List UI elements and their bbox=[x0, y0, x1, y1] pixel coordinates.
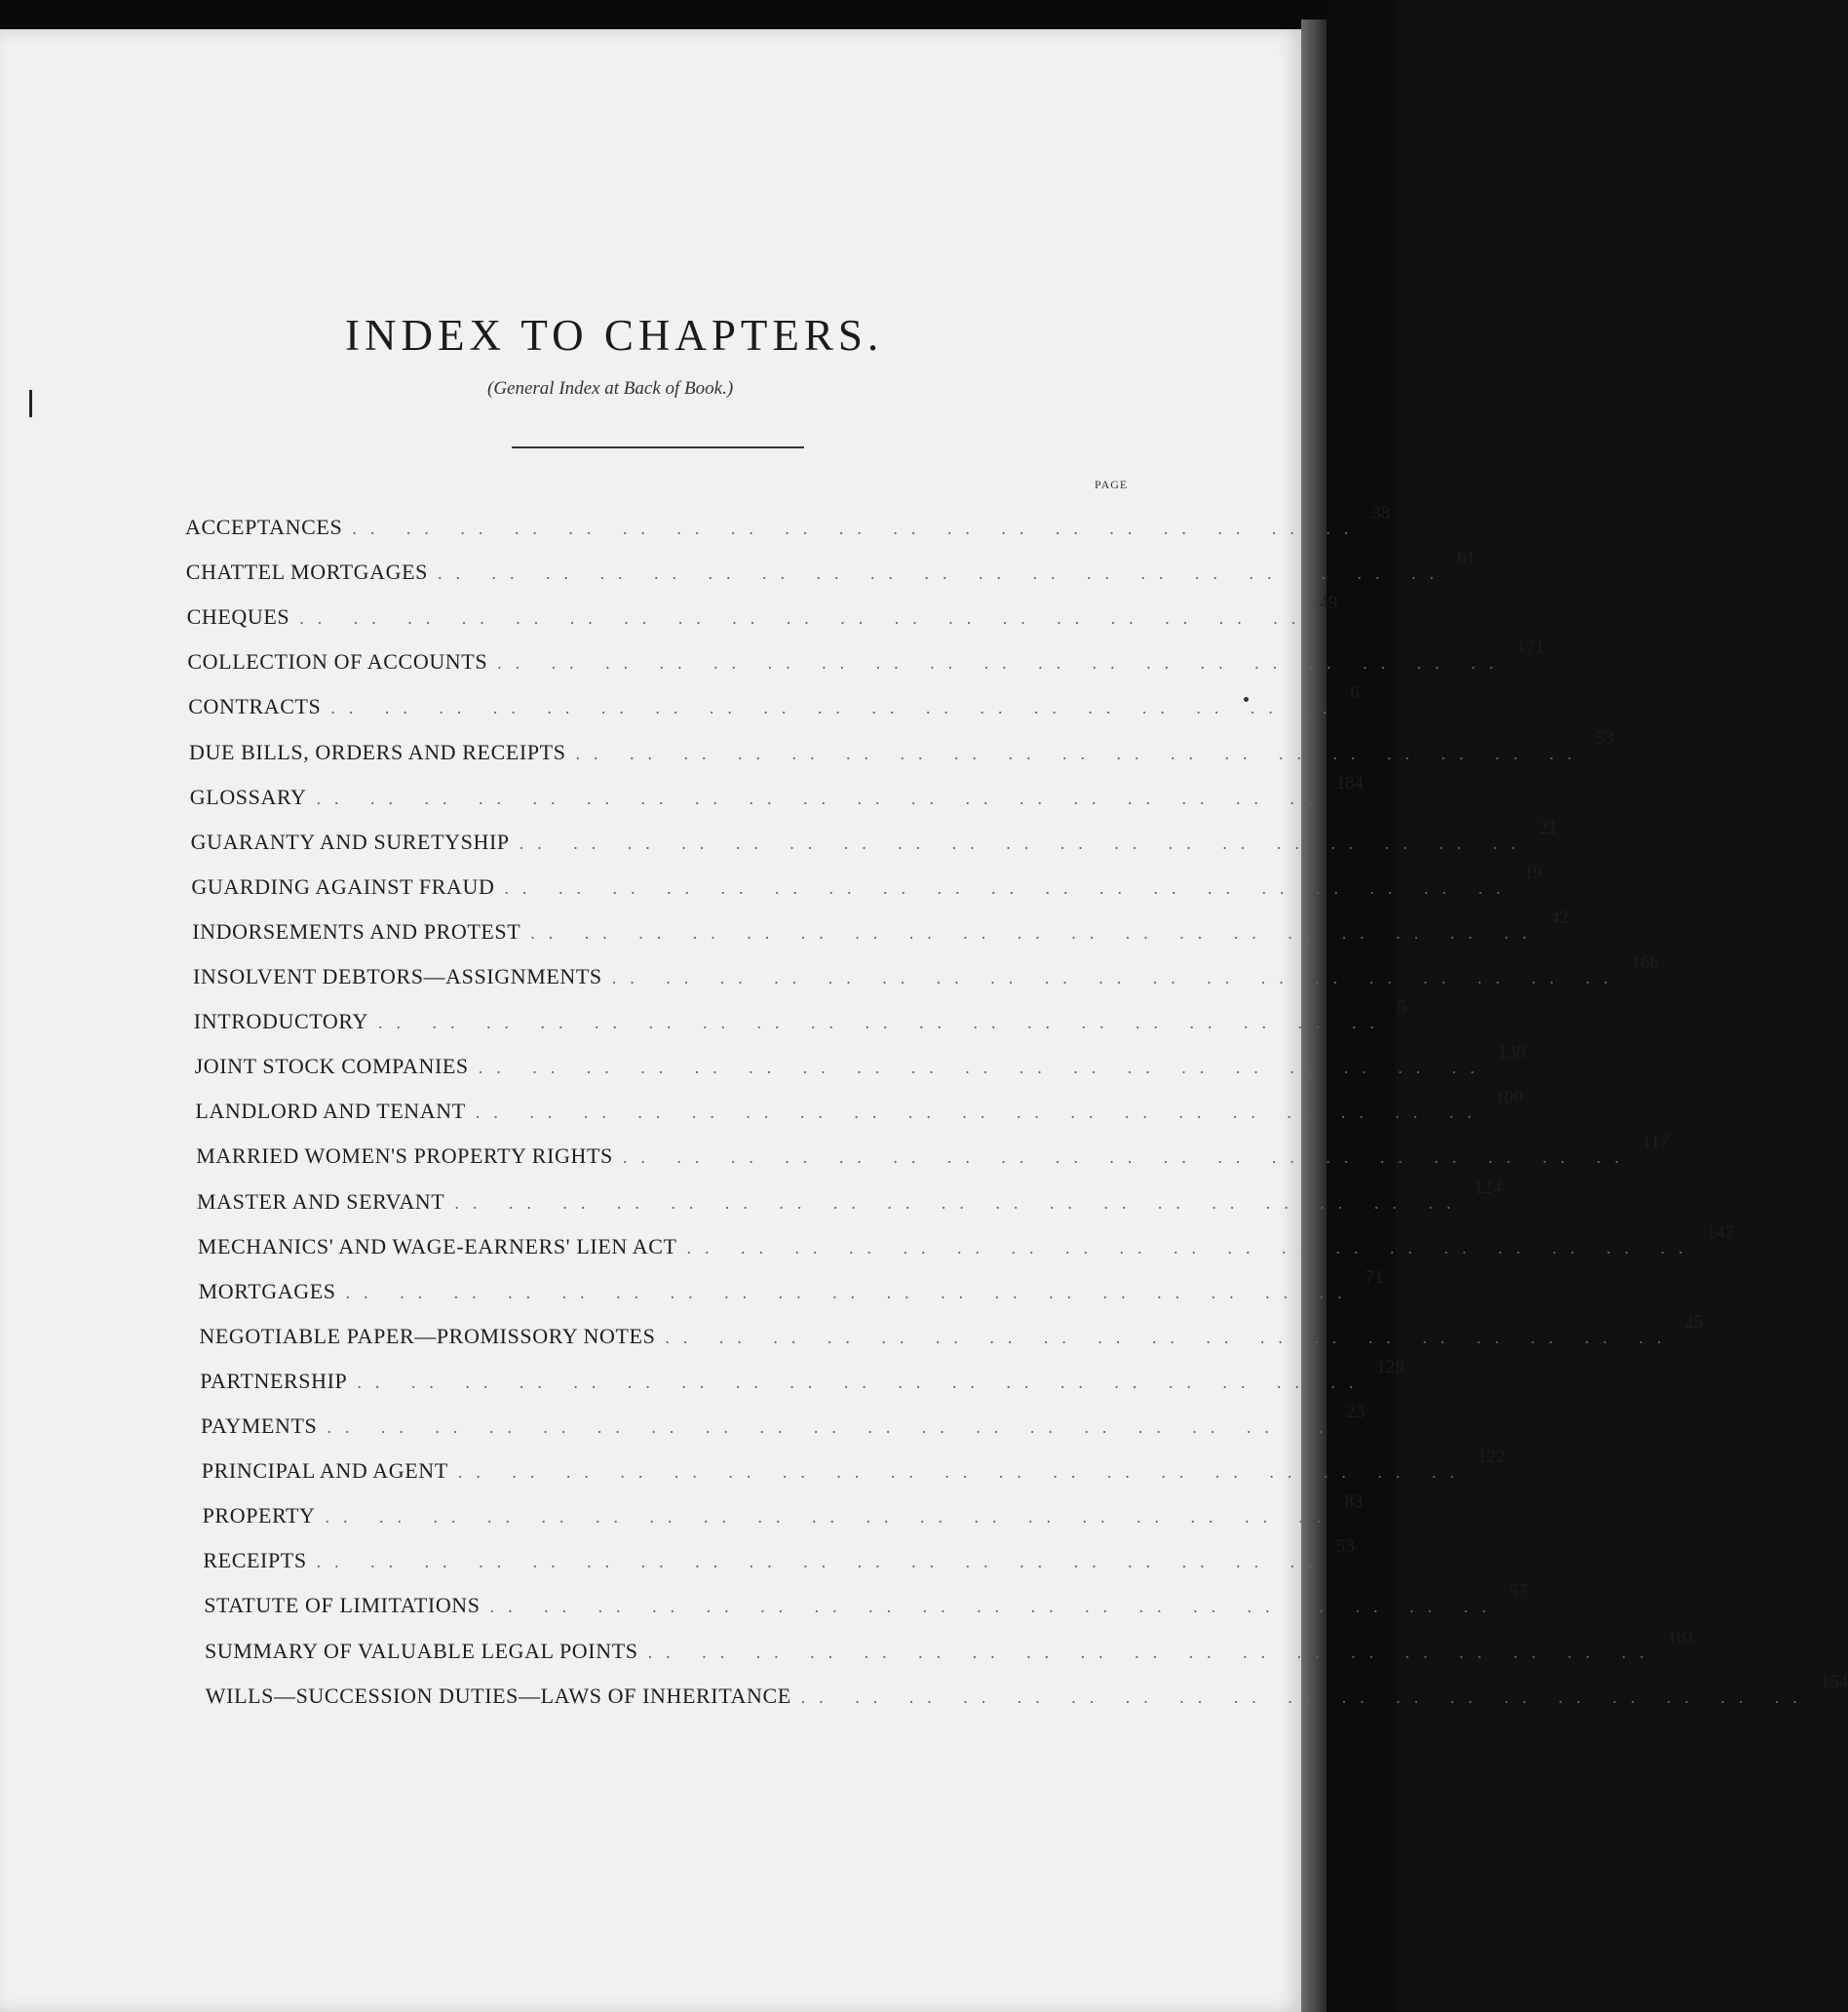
toc-entry bbox=[191, 862, 1543, 913]
toc-entry bbox=[193, 952, 1660, 1003]
toc-leader-dots: .. .. .. .. .. .. .. .. .. .. .. .. .. .. .. .. .. .. .. bbox=[575, 743, 1586, 763]
toc-entry-label: ACCEPTANCES bbox=[185, 515, 343, 539]
toc-entry-label: INDORSEMENTS AND PROTEST bbox=[192, 918, 521, 944]
toc-entry-page: 53 bbox=[1595, 727, 1614, 749]
toc-entry-page: 49 bbox=[1319, 593, 1338, 614]
toc-entry bbox=[185, 503, 1391, 554]
toc-leader-dots: .. .. .. .. .. .. .. .. .. .. .. .. .. .. .. .. .. .. .. bbox=[686, 1237, 1697, 1258]
toc-entry-label: NEGOTIABLE PAPER—PROMISSORY NOTES bbox=[199, 1323, 656, 1348]
toc-leader-dots: .. .. .. .. .. .. .. .. .. .. .. .. .. .. .. .. .. .. .. bbox=[497, 653, 1508, 674]
page-subtitle: (General Index at Back of Book.) bbox=[487, 378, 734, 399]
toc-entry bbox=[198, 1266, 1384, 1318]
toc-entry-label: PROPERTY bbox=[202, 1503, 316, 1528]
toc-leader-dots: .. .. .. .. .. .. .. .. .. .. .. .. .. .. .. .. .. .. .. bbox=[504, 877, 1515, 898]
toc-entry-label: PARTNERSHIP bbox=[200, 1368, 348, 1393]
toc-entry bbox=[196, 1132, 1670, 1182]
toc-entry-page: 23 bbox=[1346, 1402, 1366, 1422]
toc-entry bbox=[186, 593, 1338, 643]
toc-entry-page: 38 bbox=[1371, 503, 1391, 523]
toc-leader-dots: .. .. .. .. .. .. .. .. .. .. .. .. .. .. .. .. .. .. .. bbox=[345, 1282, 1356, 1302]
toc-leader-dots: .. .. .. .. .. .. .. .. .. .. .. .. .. .. .. .. .. .. .. bbox=[316, 1552, 1327, 1572]
toc-leader-dots: .. .. .. .. .. .. .. .. .. .. .. .. .. .. .. .. .. .. .. bbox=[489, 1597, 1500, 1617]
toc-entry-page: 171 bbox=[1517, 638, 1545, 659]
toc-entry-label: GLOSSARY bbox=[189, 784, 307, 809]
toc-entry-label: STATUTE OF LIMITATIONS bbox=[204, 1593, 481, 1618]
toc-entry-label: MASTER AND SERVANT bbox=[197, 1188, 445, 1214]
toc-leader-dots: .. .. .. .. .. .. .. .. .. .. .. .. .. .. .. .. .. .. .. bbox=[327, 1417, 1337, 1437]
toc-entry-label: COLLECTION OF ACCOUNTS bbox=[187, 649, 488, 675]
toc-entry bbox=[194, 1042, 1526, 1093]
toc-leader-dots: .. .. .. .. .. .. .. .. .. .. .. .. .. .. .. .. .. .. .. bbox=[519, 832, 1529, 853]
toc-entry-label: WILLS—SUCCESSION DUTIES—LAWS OF INHERITANCE bbox=[205, 1683, 791, 1708]
toc-entry-page: 53 bbox=[1335, 1536, 1355, 1558]
toc-entry-page: 71 bbox=[1365, 1266, 1384, 1288]
toc-entry-label: MECHANICS' AND WAGE-EARNERS' LIEN ACT bbox=[197, 1233, 677, 1258]
toc-entry-page: 21 bbox=[1538, 817, 1558, 838]
toc-entry-page: 42 bbox=[1550, 907, 1569, 928]
toc-entry-label: CHATTEL MORTGAGES bbox=[185, 560, 429, 585]
toc-leader-dots: .. .. .. .. .. .. .. .. .. .. .. .. .. .. .. .. .. .. .. bbox=[330, 698, 1341, 718]
toc-entry-label: RECEIPTS bbox=[203, 1548, 307, 1573]
toc-entry bbox=[185, 548, 1477, 599]
toc-entry-label: INTRODUCTORY bbox=[193, 1009, 368, 1034]
toc-entry bbox=[199, 1311, 1704, 1363]
toc-entry bbox=[205, 1626, 1696, 1678]
toc-entry-label: MARRIED WOMEN'S PROPERTY RIGHTS bbox=[196, 1143, 613, 1169]
toc-entry-page: 147 bbox=[1706, 1221, 1735, 1243]
toc-entry-label: LANDLORD AND TENANT bbox=[195, 1099, 466, 1124]
toc-entry-page: 166 bbox=[1631, 952, 1660, 973]
toc-entry-page: 122 bbox=[1477, 1447, 1506, 1468]
page-column-header: PAGE bbox=[1095, 478, 1129, 491]
toc-leader-dots: .. .. .. .. .. .. .. .. .. .. .. .. .. .. .. .. .. .. .. bbox=[377, 1013, 1388, 1033]
toc-entry bbox=[197, 1177, 1502, 1228]
toc-entry-label: SUMMARY OF VALUABLE LEGAL POINTS bbox=[205, 1638, 638, 1663]
toc-entry-page: 129 bbox=[1376, 1356, 1405, 1377]
toc-entry bbox=[203, 1536, 1355, 1587]
toc-entry-page: 181 bbox=[1667, 1626, 1696, 1647]
toc-entry-page: 19 bbox=[1523, 862, 1543, 883]
toc-leader-dots: .. .. .. .. .. .. .. .. .. .. .. .. .. .. .. .. .. .. .. bbox=[800, 1686, 1811, 1707]
toc-entry bbox=[204, 1581, 1528, 1632]
toc-entry-label: CONTRACTS bbox=[188, 694, 322, 719]
page-title: INDEX TO CHAPTERS. bbox=[345, 311, 884, 360]
toc-leader-dots: .. .. .. .. .. .. .. .. .. .. .. .. .. .. .. .. .. .. .. bbox=[647, 1642, 1658, 1662]
toc-entry-label: PRINCIPAL AND AGENT bbox=[201, 1458, 448, 1484]
toc-leader-dots: .. .. .. .. .. .. .. .. .. .. .. .. .. .. .. .. .. .. .. bbox=[352, 519, 1363, 538]
toc-entry bbox=[195, 1087, 1523, 1138]
page-mark bbox=[29, 390, 32, 417]
toc-entry bbox=[189, 727, 1614, 779]
toc-entry-page: 61 bbox=[1457, 548, 1477, 569]
toc-leader-dots: .. .. .. .. .. .. .. .. .. .. .. .. .. .. .. .. .. .. .. bbox=[475, 1103, 1485, 1123]
toc-entry bbox=[201, 1402, 1366, 1452]
toc-entry-page: 184 bbox=[1335, 772, 1365, 793]
toc-leader-dots: .. .. .. .. .. .. .. .. .. .. .. .. .. .. .. .. .. .. .. bbox=[622, 1147, 1633, 1168]
toc-entry-page: 124 bbox=[1474, 1177, 1502, 1198]
toc-leader-dots: .. .. .. .. .. .. .. .. .. .. .. .. .. .. .. .. .. .. .. bbox=[665, 1327, 1675, 1347]
toc-entry-label: INSOLVENT DEBTORS—ASSIGNMENTS bbox=[193, 964, 602, 988]
toc-entry-page: 100 bbox=[1494, 1087, 1523, 1108]
toc-entry bbox=[188, 682, 1360, 733]
toc-entry-page: 138 bbox=[1497, 1042, 1526, 1064]
toc-entry-page: 6 bbox=[1350, 682, 1360, 704]
toc-entry-label: MORTGAGES bbox=[198, 1278, 336, 1303]
toc-leader-dots: .. .. .. .. .. .. .. .. .. .. .. .. .. .. .. .. .. .. .. bbox=[454, 1192, 1465, 1213]
toc-leader-dots: .. .. .. .. .. .. .. .. .. .. .. .. .. .. .. .. .. .. .. bbox=[530, 922, 1541, 943]
toc-entry-page: 5 bbox=[1397, 997, 1407, 1019]
toc-entry-label: DUE BILLS, ORDERS AND RECEIPTS bbox=[189, 739, 566, 764]
toc-entry bbox=[202, 1491, 1364, 1542]
toc-entry bbox=[205, 1671, 1848, 1722]
toc-leader-dots: .. .. .. .. .. .. .. .. .. .. .. .. .. .. .. .. .. .. .. bbox=[478, 1058, 1488, 1078]
toc-leader-dots: .. .. .. .. .. .. .. .. .. .. .. .. .. .. .. .. .. .. .. bbox=[316, 788, 1327, 808]
toc-entry-page: 154 bbox=[1820, 1671, 1848, 1692]
title-rule bbox=[512, 446, 804, 448]
toc-entry bbox=[197, 1221, 1735, 1273]
toc-leader-dots: .. .. .. .. .. .. .. .. .. .. .. .. .. .. .. .. .. .. .. bbox=[357, 1372, 1367, 1392]
toc-entry bbox=[201, 1447, 1506, 1497]
toc-entry-page: 25 bbox=[1684, 1311, 1704, 1333]
toc-entry-label: GUARANTY AND SURETYSHIP bbox=[190, 829, 510, 854]
toc-entry bbox=[193, 997, 1407, 1048]
toc-entry-page: 117 bbox=[1641, 1132, 1670, 1153]
toc-leader-dots: .. .. .. .. .. .. .. .. .. .. .. .. .. .. .. .. .. .. .. bbox=[457, 1462, 1468, 1483]
toc-leader-dots: .. .. .. .. .. .. .. .. .. .. .. .. .. .. .. .. .. .. .. bbox=[611, 968, 1622, 987]
scan-background-right bbox=[1327, 0, 1396, 2012]
toc-entry bbox=[189, 772, 1365, 824]
toc-entry-label: PAYMENTS bbox=[201, 1413, 318, 1438]
toc-leader-dots: .. .. .. .. .. .. .. .. .. .. .. .. .. .. .. .. .. .. .. bbox=[325, 1507, 1335, 1528]
toc-leader-dots: .. .. .. .. .. .. .. .. .. .. .. .. .. .. .. .. .. .. .. bbox=[299, 608, 1310, 629]
toc-entry bbox=[200, 1356, 1405, 1408]
toc-entry bbox=[187, 638, 1545, 688]
toc-entry-label: GUARDING AGAINST FRAUD bbox=[191, 873, 495, 899]
toc-leader-dots: .. .. .. .. .. .. .. .. .. .. .. .. .. .. .. .. .. .. .. bbox=[438, 563, 1448, 584]
toc-entry bbox=[190, 817, 1558, 869]
toc-entry bbox=[192, 907, 1569, 958]
toc-entry-page: 83 bbox=[1344, 1491, 1364, 1513]
toc-entry-label: CHEQUES bbox=[186, 604, 290, 630]
toc-entry-page: 57 bbox=[1509, 1581, 1528, 1603]
toc-entry-label: JOINT STOCK COMPANIES bbox=[194, 1054, 469, 1079]
